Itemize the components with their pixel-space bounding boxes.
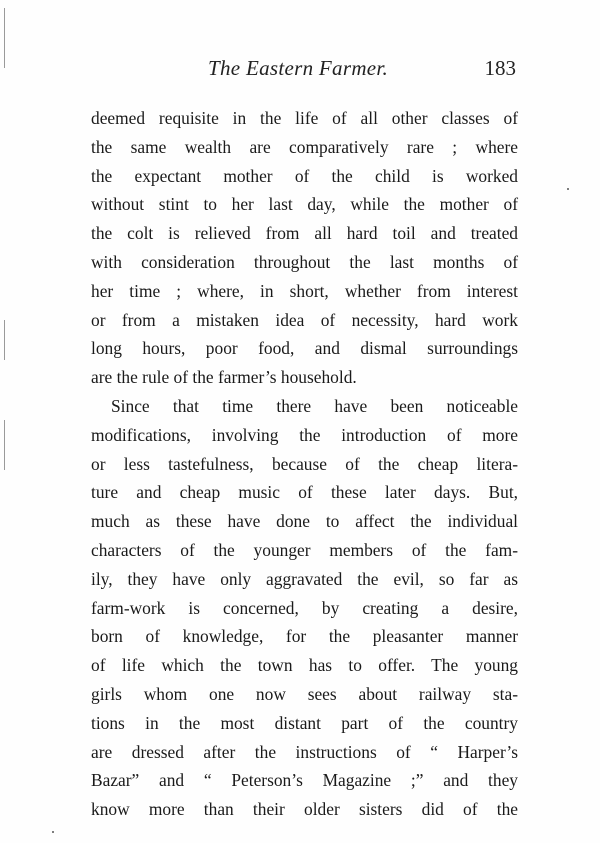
body-text: [91, 104, 518, 824]
text-line: characters of the younger members of the fam-: [91, 539, 518, 560]
text-line: her time ; where, in short, whether from interest: [91, 280, 518, 301]
page-number: 183: [484, 56, 516, 80]
text-line: girls whom one now sees about railway sta-: [91, 683, 518, 704]
paragraph: [91, 104, 518, 392]
text-line: much as these have done to affect the individual: [91, 511, 518, 532]
text-line: farm-work is concerned, by creating a desire,: [91, 597, 518, 618]
text-line: with consideration throughout the last months of: [91, 251, 518, 272]
page-header: [90, 56, 518, 90]
text-line: know more than their older sisters did of the: [91, 799, 518, 820]
text-line: modifications, involving the introduction of more: [91, 424, 518, 445]
running-title: The Eastern Farmer.: [208, 56, 389, 80]
text-line: deemed requisite in the life of all other classes of: [91, 108, 518, 128]
text-line: the colt is relieved from all hard toil and treated: [91, 223, 518, 244]
text-line: are dressed after the instructions of “ Harper’s: [91, 741, 518, 762]
text-line: of life which the town has to offer. The young: [91, 655, 518, 676]
paragraph: [91, 392, 518, 824]
text-line: or less tastefulness, because of the cheap litera-: [91, 453, 518, 474]
text-line: tions in the most distant part of the country: [91, 712, 518, 733]
text-line: Since that time there have been noticeable: [111, 395, 518, 416]
text-line: Bazar” and “ Peterson’s Magazine ;” and they: [91, 770, 518, 791]
print-speck: [567, 188, 569, 190]
text-line: the same wealth are comparatively rare ; where: [91, 136, 518, 157]
text-line: ture and cheap music of these later days. But,: [91, 482, 518, 503]
text-line: or from a mistaken idea of necessity, hard work: [91, 309, 518, 330]
binding-edge-marks: [4, 0, 6, 843]
text-line: born of knowledge, for the pleasanter manner: [91, 626, 518, 647]
text-line: ily, they have only aggravated the evil, so far as: [91, 568, 518, 589]
text-line: are the rule of the farmer’s household.: [91, 367, 357, 388]
print-speck: [52, 831, 54, 833]
text-line: the expectant mother of the child is worked: [91, 165, 518, 186]
text-line: long hours, poor food, and dismal surroundings: [91, 338, 518, 359]
text-line: without stint to her last day, while the mother of: [91, 194, 518, 215]
